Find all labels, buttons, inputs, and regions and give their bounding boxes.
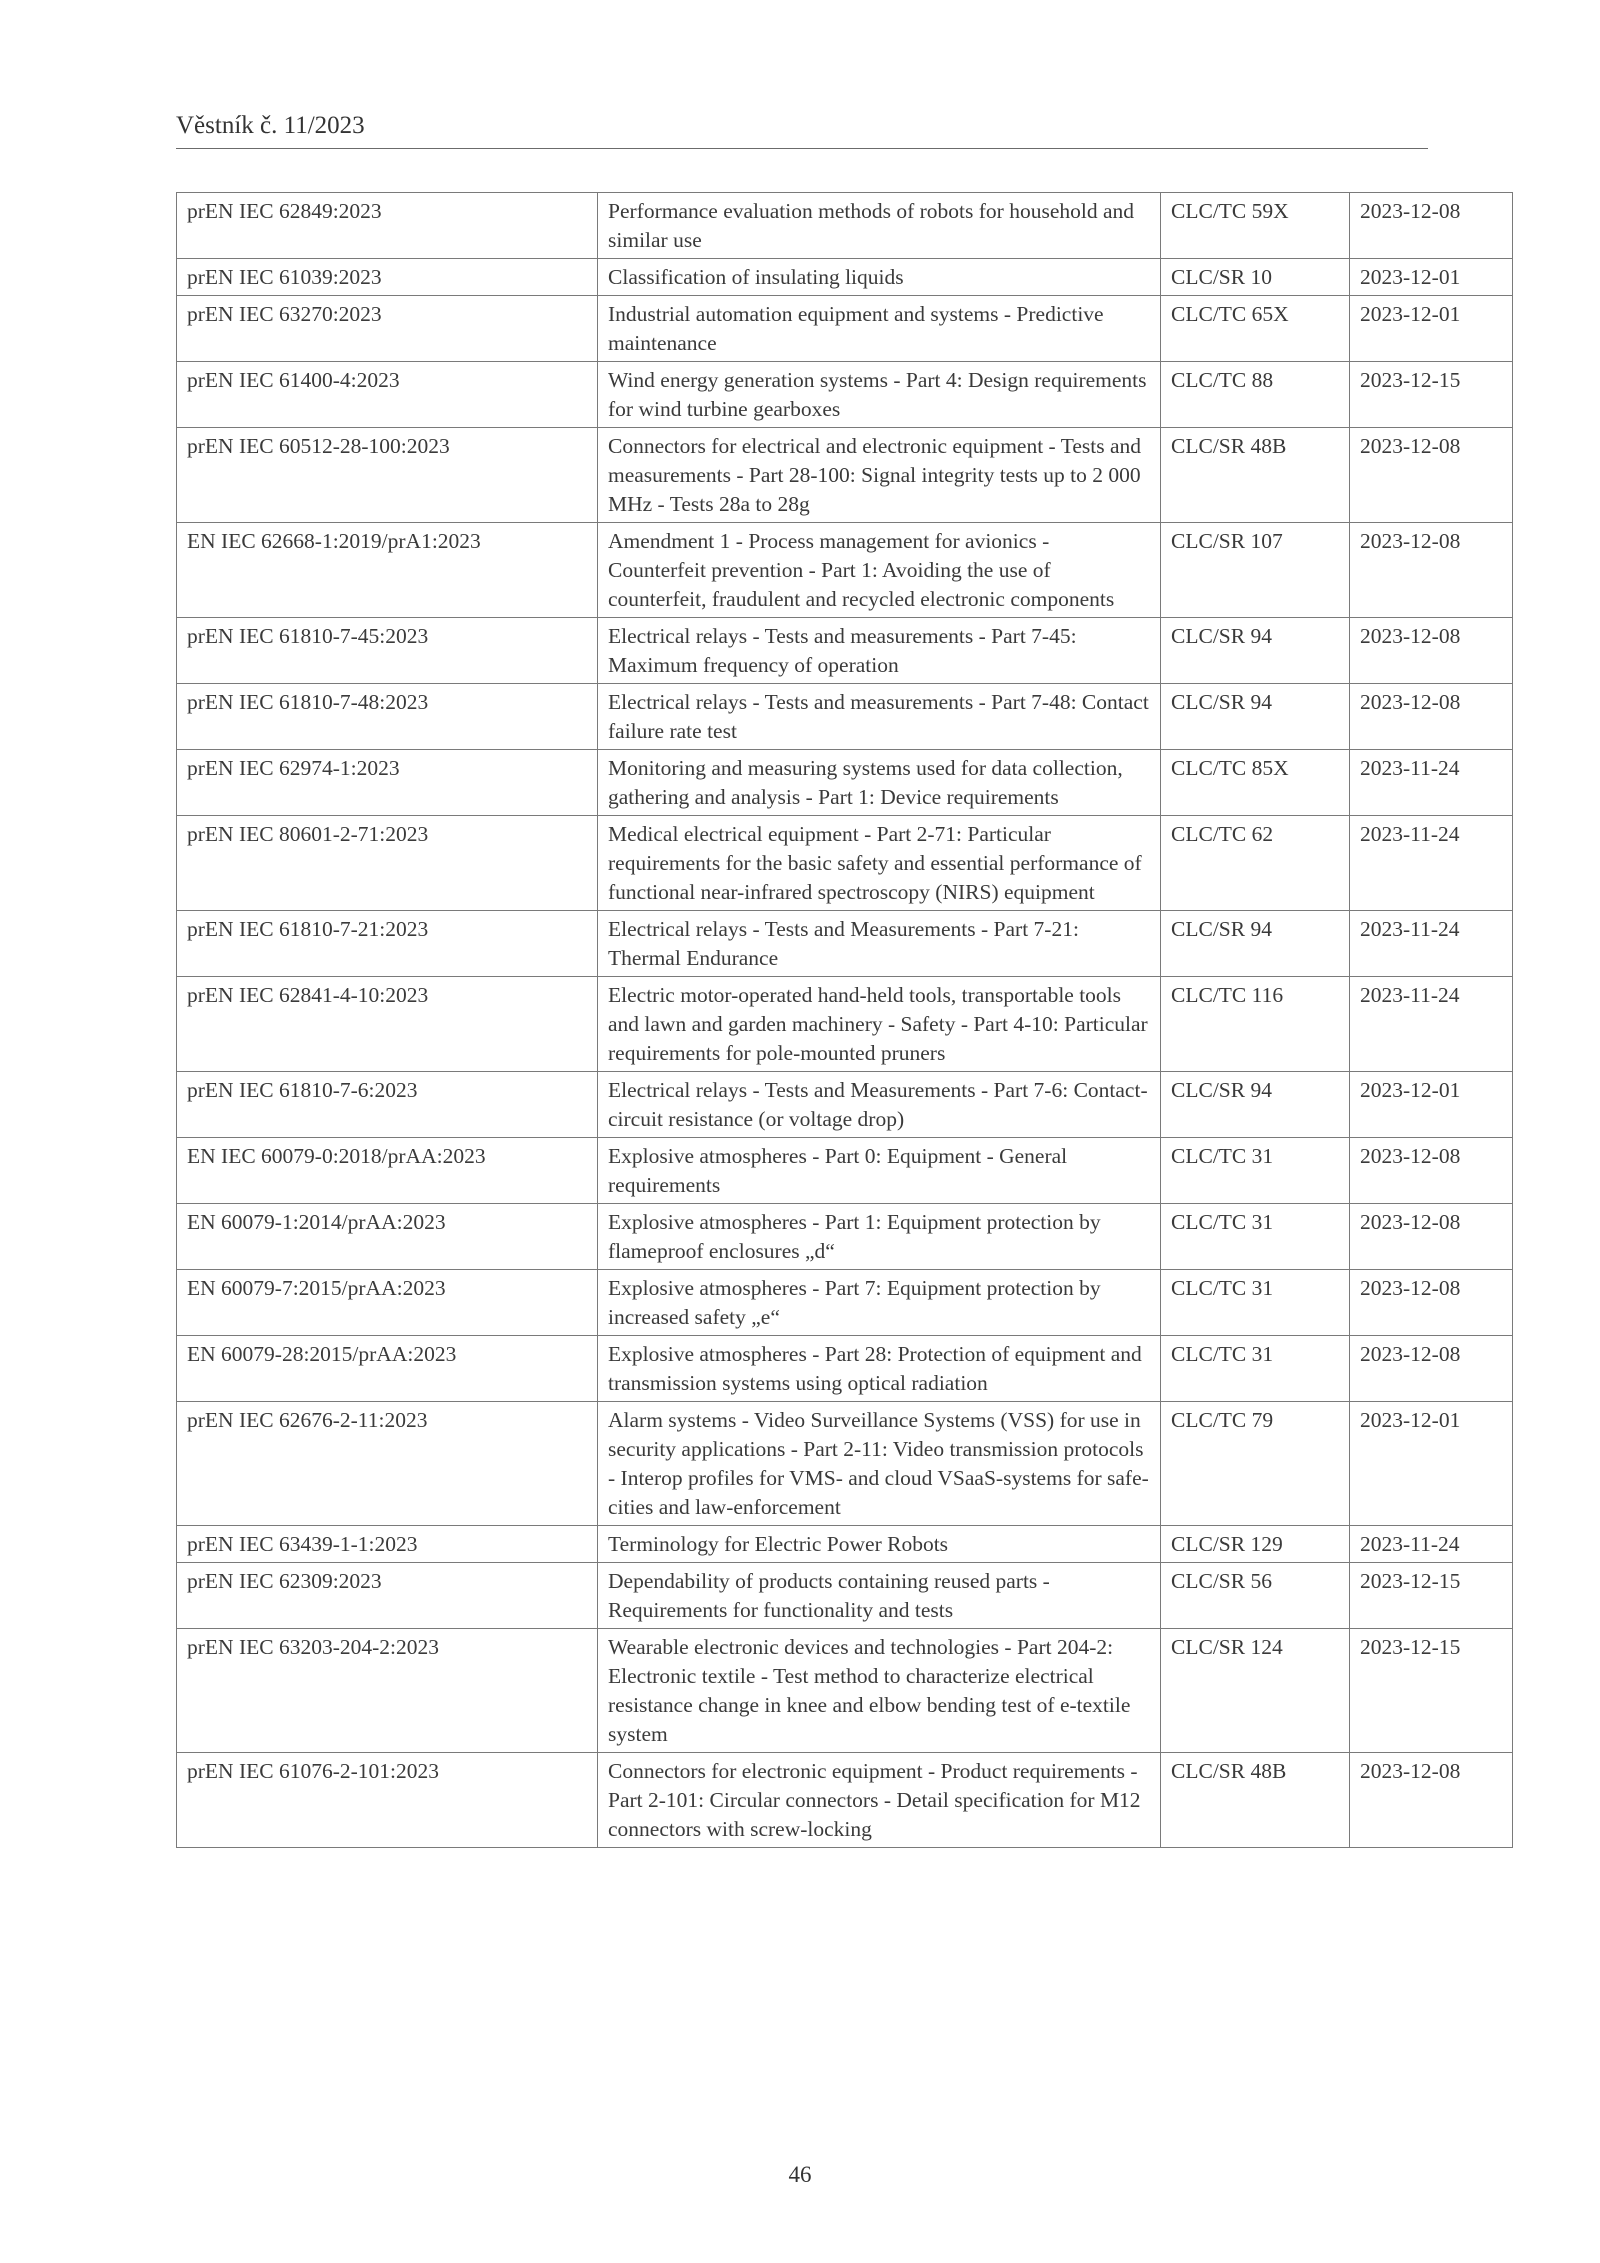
committee-cell: CLC/TC 31 [1161,1336,1350,1402]
table-row [177,1204,1513,1270]
journal-title: Věstník č. 11/2023 [176,112,365,139]
committee-cell: CLC/TC 88 [1161,362,1350,428]
deadline-date-cell: 2023-11-24 [1350,911,1513,977]
table-row [177,1402,1513,1526]
deadline-date-cell: 2023-12-08 [1350,684,1513,750]
standard-code-cell: prEN IEC 60512-28-100:2023 [177,428,598,523]
committee-cell: CLC/SR 10 [1161,259,1350,296]
table-row [177,193,1513,259]
committee-cell: CLC/TC 116 [1161,977,1350,1072]
standard-title-cell: Wind energy generation systems - Part 4: Design requirements for wind turbine gearboxes [598,362,1161,428]
committee-cell: CLC/TC 31 [1161,1138,1350,1204]
committee-cell: CLC/TC 59X [1161,193,1350,259]
standard-title-cell: Explosive atmospheres - Part 28: Protection of equipment and transmission systems using optical radiation [598,1336,1161,1402]
committee-cell: CLC/SR 94 [1161,1072,1350,1138]
standard-code-cell: prEN IEC 62841-4-10:2023 [177,977,598,1072]
standard-title-cell: Explosive atmospheres - Part 1: Equipment protection by flameproof enclosures „d“ [598,1204,1161,1270]
table-row [177,977,1513,1072]
table-row [177,750,1513,816]
table-row [177,428,1513,523]
standard-code-cell: prEN IEC 63439-1-1:2023 [177,1526,598,1563]
standard-code-cell: prEN IEC 63270:2023 [177,296,598,362]
standard-code-cell: prEN IEC 63203-204-2:2023 [177,1629,598,1753]
standard-code-cell: prEN IEC 62309:2023 [177,1563,598,1629]
committee-cell: CLC/SR 94 [1161,618,1350,684]
table-row [177,362,1513,428]
table-row [177,1629,1513,1753]
table-row [177,1270,1513,1336]
standard-title-cell: Alarm systems - Video Surveillance Systems (VSS) for use in security applications - Part 2-11: Video transmission protocols - Interop profiles for VMS- and cloud VSaaS-systems for safe-cities and law-enforcement [598,1402,1161,1526]
standard-code-cell: EN 60079-28:2015/prAA:2023 [177,1336,598,1402]
deadline-date-cell: 2023-12-01 [1350,259,1513,296]
committee-cell: CLC/TC 85X [1161,750,1350,816]
deadline-date-cell: 2023-11-24 [1350,816,1513,911]
standards-table-body [177,193,1513,1848]
page-header [176,112,1428,149]
deadline-date-cell: 2023-12-01 [1350,1402,1513,1526]
standard-title-cell: Electric motor-operated hand-held tools, transportable tools and lawn and garden machinery - Safety - Part 4-10: Particular requirements for pole-mounted pruners [598,977,1161,1072]
standard-title-cell: Connectors for electrical and electronic equipment - Tests and measurements - Part 28-100: Signal integrity tests up to 2 000 MHz - Tests 28a to 28g [598,428,1161,523]
committee-cell: CLC/SR 107 [1161,523,1350,618]
table-row [177,1072,1513,1138]
standard-code-cell: EN 60079-1:2014/prAA:2023 [177,1204,598,1270]
committee-cell: CLC/SR 124 [1161,1629,1350,1753]
committee-cell: CLC/TC 62 [1161,816,1350,911]
standard-title-cell: Explosive atmospheres - Part 7: Equipment protection by increased safety „e“ [598,1270,1161,1336]
deadline-date-cell: 2023-12-08 [1350,1336,1513,1402]
standard-title-cell: Wearable electronic devices and technologies - Part 204-2: Electronic textile - Test method to characterize electrical resistance change in knee and elbow bending test of e-textile system [598,1629,1161,1753]
deadline-date-cell: 2023-12-01 [1350,1072,1513,1138]
standard-title-cell: Monitoring and measuring systems used for data collection, gathering and analysis - Part 1: Device requirements [598,750,1161,816]
deadline-date-cell: 2023-12-08 [1350,1270,1513,1336]
table-row [177,911,1513,977]
standard-title-cell: Electrical relays - Tests and Measurements - Part 7-6: Contact-circuit resistance (or voltage drop) [598,1072,1161,1138]
committee-cell: CLC/SR 129 [1161,1526,1350,1563]
standard-code-cell: prEN IEC 80601-2-71:2023 [177,816,598,911]
standard-title-cell: Electrical relays - Tests and measurements - Part 7-45: Maximum frequency of operation [598,618,1161,684]
standard-code-cell: EN 60079-7:2015/prAA:2023 [177,1270,598,1336]
table-row [177,1138,1513,1204]
standard-title-cell: Industrial automation equipment and systems - Predictive maintenance [598,296,1161,362]
deadline-date-cell: 2023-11-24 [1350,1526,1513,1563]
standard-code-cell: prEN IEC 61400-4:2023 [177,362,598,428]
standard-code-cell: prEN IEC 61039:2023 [177,259,598,296]
standard-code-cell: EN IEC 62668-1:2019/prA1:2023 [177,523,598,618]
deadline-date-cell: 2023-12-15 [1350,362,1513,428]
standard-title-cell: Terminology for Electric Power Robots [598,1526,1161,1563]
standard-code-cell: prEN IEC 61810-7-45:2023 [177,618,598,684]
deadline-date-cell: 2023-12-08 [1350,193,1513,259]
standard-code-cell: EN IEC 60079-0:2018/prAA:2023 [177,1138,598,1204]
committee-cell: CLC/SR 94 [1161,911,1350,977]
standard-title-cell: Performance evaluation methods of robots for household and similar use [598,193,1161,259]
deadline-date-cell: 2023-12-08 [1350,428,1513,523]
deadline-date-cell: 2023-12-15 [1350,1629,1513,1753]
standards-table [176,192,1513,1848]
deadline-date-cell: 2023-12-01 [1350,296,1513,362]
page-number: 46 [788,2162,812,2187]
table-row [177,816,1513,911]
committee-cell: CLC/TC 31 [1161,1204,1350,1270]
table-row [177,1526,1513,1563]
deadline-date-cell: 2023-12-08 [1350,523,1513,618]
deadline-date-cell: 2023-12-15 [1350,1563,1513,1629]
committee-cell: CLC/TC 65X [1161,296,1350,362]
table-row [177,1336,1513,1402]
committee-cell: CLC/TC 31 [1161,1270,1350,1336]
table-row [177,618,1513,684]
standard-code-cell: prEN IEC 61810-7-21:2023 [177,911,598,977]
standard-title-cell: Classification of insulating liquids [598,259,1161,296]
standard-code-cell: prEN IEC 61810-7-48:2023 [177,684,598,750]
standard-title-cell: Explosive atmospheres - Part 0: Equipment - General requirements [598,1138,1161,1204]
standard-title-cell: Amendment 1 - Process management for avionics - Counterfeit prevention - Part 1: Avoiding the use of counterfeit, fraudulent and recycled electronic components [598,523,1161,618]
standard-code-cell: prEN IEC 61076-2-101:2023 [177,1753,598,1848]
deadline-date-cell: 2023-11-24 [1350,977,1513,1072]
standard-code-cell: prEN IEC 61810-7-6:2023 [177,1072,598,1138]
table-row [177,296,1513,362]
deadline-date-cell: 2023-11-24 [1350,750,1513,816]
standards-table-container [176,192,1461,1848]
standard-title-cell: Connectors for electronic equipment - Product requirements - Part 2-101: Circular connectors - Detail specification for M12 connectors with screw-locking [598,1753,1161,1848]
committee-cell: CLC/SR 94 [1161,684,1350,750]
table-row [177,1753,1513,1848]
deadline-date-cell: 2023-12-08 [1350,1204,1513,1270]
deadline-date-cell: 2023-12-08 [1350,618,1513,684]
standard-title-cell: Electrical relays - Tests and Measurements - Part 7-21: Thermal Endurance [598,911,1161,977]
table-row [177,1563,1513,1629]
standard-code-cell: prEN IEC 62974-1:2023 [177,750,598,816]
standard-code-cell: prEN IEC 62849:2023 [177,193,598,259]
standard-title-cell: Electrical relays - Tests and measurements - Part 7-48: Contact failure rate test [598,684,1161,750]
standard-code-cell: prEN IEC 62676-2-11:2023 [177,1402,598,1526]
deadline-date-cell: 2023-12-08 [1350,1138,1513,1204]
committee-cell: CLC/SR 48B [1161,1753,1350,1848]
committee-cell: CLC/SR 48B [1161,428,1350,523]
standard-title-cell: Dependability of products containing reused parts - Requirements for functionality and tests [598,1563,1161,1629]
standard-title-cell: Medical electrical equipment - Part 2-71: Particular requirements for the basic safety and essential performance of functional near-infrared spectroscopy (NIRS) equipment [598,816,1161,911]
committee-cell: CLC/SR 56 [1161,1563,1350,1629]
table-row [177,684,1513,750]
table-row [177,259,1513,296]
committee-cell: CLC/TC 79 [1161,1402,1350,1526]
table-row [177,523,1513,618]
deadline-date-cell: 2023-12-08 [1350,1753,1513,1848]
